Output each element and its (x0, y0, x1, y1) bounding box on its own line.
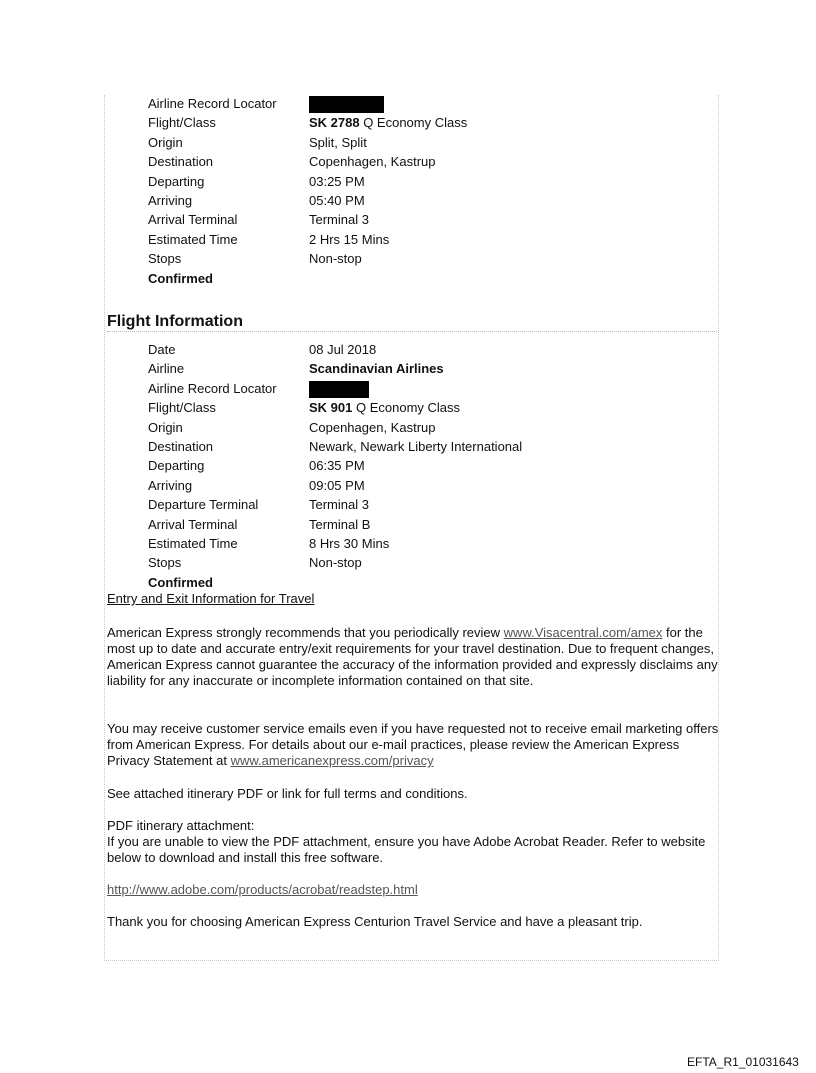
label: Flight/Class (148, 400, 216, 416)
label: Estimated Time (148, 535, 238, 551)
adobe-link-line (107, 882, 719, 898)
label: Airline Record Locator (148, 96, 277, 111)
text: for the most up to date and accurate entry/exit requirements for your travel destination. Due to frequent changes, American Express cannot guarantee the accuracy of the information provided and expressly disclaims any liability for any inaccurate or incomplete information contained on that site. (107, 625, 718, 688)
value (309, 398, 460, 417)
value: Scandinavian Airlines (309, 361, 444, 377)
adobe-link[interactable]: http://www.adobe.com/products/acrobat/readstep.html (107, 882, 418, 897)
pdf-paragraph (107, 818, 719, 866)
label: Stops (148, 251, 182, 267)
value: Copenhagen, Kastrup (309, 154, 436, 170)
value: Non-stop (309, 251, 362, 267)
pdf-title: PDF itinerary attachment: (107, 818, 255, 833)
value: Copenhagen, Kastrup (309, 419, 436, 435)
value: Terminal 3 (309, 212, 369, 228)
pdf-text: If you are unable to view the PDF attachment, ensure you have Adobe Acrobat Reader. Refer to website below to download and install this free software. (107, 834, 706, 865)
label: Departing (148, 458, 205, 474)
label: Destination (148, 154, 214, 170)
value (309, 113, 467, 132)
label: Departing (148, 173, 205, 189)
label: Date (148, 342, 176, 357)
value: Non-stop (309, 555, 362, 571)
value: 2 Hrs 15 Mins (309, 231, 390, 247)
flight-number: SK 2788 (309, 115, 360, 131)
value: 05:40 PM (309, 192, 365, 208)
label: Arriving (148, 192, 193, 208)
thanks-paragraph: Thank you for choosing American Express Centurion Travel Service and have a pleasant trip. (107, 914, 643, 929)
value: Terminal B (309, 516, 371, 532)
value: 08 Jul 2018 (309, 342, 377, 357)
label: Arriving (148, 477, 193, 493)
privacy-link[interactable]: www.americanexpress.com/privacy (230, 753, 434, 768)
label: Origin (148, 419, 183, 435)
text: You may receive customer service emails even if you have requested not to receive email marketing offers from American Express. For details about our e-mail practices, please review the American Express Privacy Statement at (107, 721, 719, 768)
visa-paragraph (107, 625, 719, 689)
visacentral-link[interactable]: www.Visacentral.com/amex (503, 625, 663, 640)
flight-information-heading: Flight Information (107, 312, 717, 332)
label: Flight/Class (148, 115, 216, 131)
entry-exit-info-heading: Entry and Exit Information for Travel (107, 591, 315, 606)
value: 06:35 PM (309, 458, 365, 474)
label: Estimated Time (148, 231, 238, 247)
value: 09:05 PM (309, 477, 365, 493)
value: 03:25 PM (309, 173, 365, 189)
value: Terminal 3 (309, 497, 369, 513)
label: Stops (148, 555, 182, 571)
class-text: Q Economy Class (359, 115, 468, 131)
class-text: Q Economy Class (352, 400, 461, 416)
flight-number: SK 901 (309, 400, 353, 416)
redacted-value (309, 379, 369, 398)
terms-paragraph: See attached itinerary PDF or link for full terms and conditions. (107, 786, 468, 801)
text: American Express strongly recommends that you periodically review (107, 625, 504, 640)
status-text: Confirmed (148, 270, 213, 286)
value: 8 Hrs 30 Mins (309, 535, 390, 551)
redacted-value (309, 94, 384, 113)
value: Split, Split (309, 134, 367, 150)
status-text: Confirmed (148, 574, 213, 590)
label: Destination (148, 438, 214, 454)
label: Airline (148, 361, 185, 377)
email-paragraph (107, 721, 719, 769)
label: Airline Record Locator (148, 380, 277, 396)
document-id: EFTA_R1_01031643 (687, 1055, 799, 1069)
label: Arrival Terminal (148, 516, 238, 532)
label: Departure Terminal (148, 497, 259, 513)
label: Origin (148, 134, 183, 150)
value: Newark, Newark Liberty International (309, 438, 523, 454)
label: Arrival Terminal (148, 212, 238, 228)
